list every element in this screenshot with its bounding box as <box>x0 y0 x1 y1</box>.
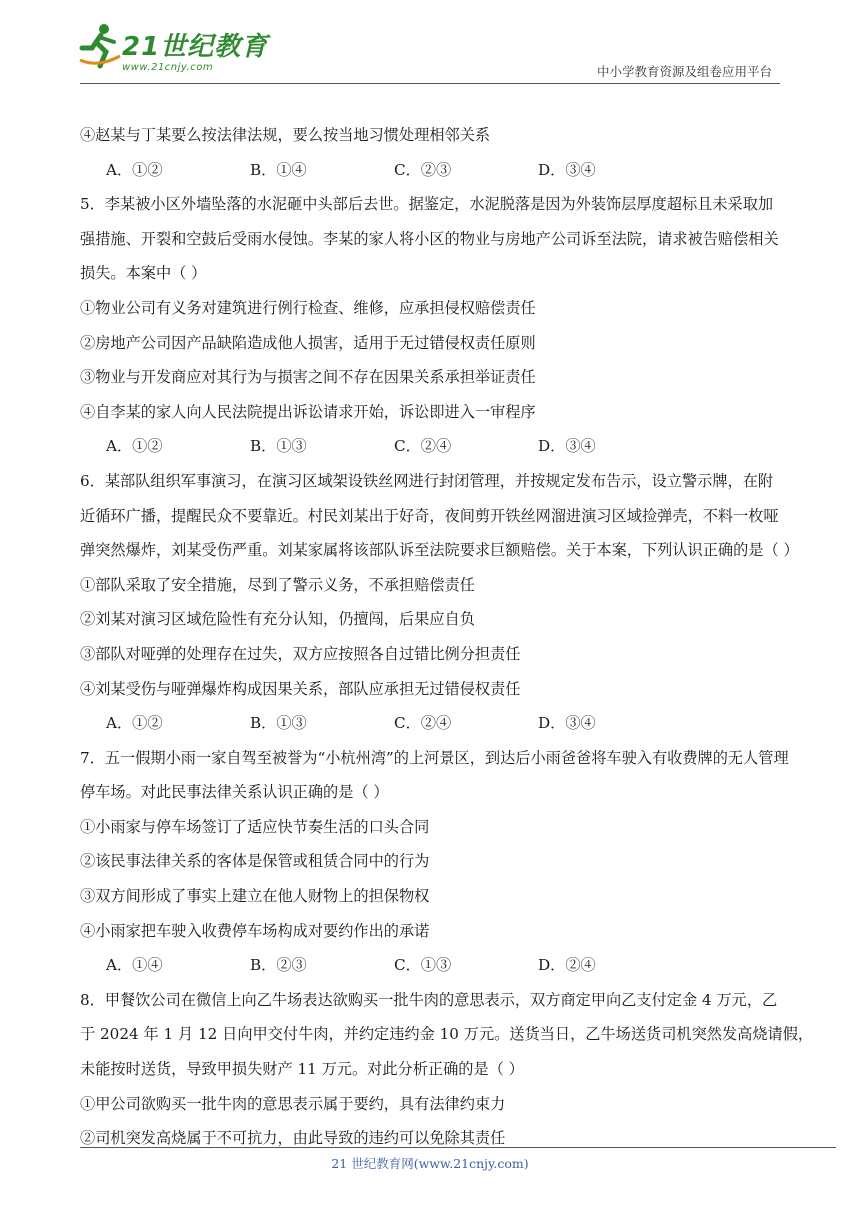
site-logo[interactable] <box>76 22 276 82</box>
answer-options <box>80 153 780 188</box>
text-line: 于 2024 年 1 月 12 日向甲交付牛肉，并约定违约金 10 万元。送货当日，乙牛场送货司机突然发高烧请假， <box>80 1025 814 1044</box>
text-line: ①甲公司欲购买一批牛肉的意思表示属于要约，具有法律约束力 <box>80 1094 506 1113</box>
answer-options <box>80 706 780 741</box>
page-header <box>0 0 860 92</box>
text-line: ①部队采取了安全措施，尽到了警示义务，不承担赔偿责任 <box>80 575 475 594</box>
answer-option: B．①③ <box>250 714 307 733</box>
text-line: ④小雨家把车驶入收费停车场构成对要约作出的承诺 <box>80 921 430 940</box>
logo-name: 21世纪教育 <box>122 32 269 62</box>
platform-name: 中小学教育资源及组卷应用平台 <box>596 64 772 79</box>
answer-option: A．①② <box>106 714 163 733</box>
text-line: ④自李某的家人向人民法院提出诉讼请求开始，诉讼即进入一审程序 <box>80 402 536 421</box>
text-line: ③双方间形成了事实上建立在他人财物上的担保物权 <box>80 887 430 906</box>
text-line: ③部队对哑弹的处理存在过失，双方应按照各自过错比例分担责任 <box>80 644 521 663</box>
footer-link[interactable]: 21 世纪教育网(www.21cnjy.com) <box>331 1156 529 1171</box>
answer-option: C．②③ <box>394 160 452 179</box>
text-line: 弹突然爆炸，刘某受伤严重。刘某家属将该部队诉至法院要求巨额赔偿。关于本案，下列认识正确的是（ ） <box>80 541 799 560</box>
text-line: ①物业公司有义务对建筑进行例行检查、维修，应承担侵权赔偿责任 <box>80 298 536 317</box>
text-line: 停车场。对此民事法律关系认识正确的是（ ） <box>80 783 389 802</box>
text-line: ②房地产公司因产品缺陷造成他人损害，适用于无过错侵权责任原则 <box>80 333 536 352</box>
header-divider <box>80 83 780 84</box>
question-content <box>80 118 814 1156</box>
logo-url: www.21cnjy.com <box>122 62 214 73</box>
answer-option: A．①④ <box>106 956 163 975</box>
text-line: ②该民事法律关系的客体是保管或租赁合同中的行为 <box>80 852 430 871</box>
text-line: 8．甲餐饮公司在微信上向乙牛场表达欲购买一批牛肉的意思表示，双方商定甲向乙支付定金 4 万元，乙 <box>80 990 778 1009</box>
text-line: ③物业与开发商应对其行为与损害之间不存在因果关系承担举证责任 <box>80 368 536 387</box>
answer-option: C．①③ <box>394 956 452 975</box>
answer-option: B．①③ <box>250 437 307 456</box>
answer-option: B．②③ <box>250 956 307 975</box>
text-line: 损失。本案中（ ） <box>80 264 207 283</box>
answer-option: A．①② <box>106 160 163 179</box>
answer-option: D．③④ <box>538 437 596 456</box>
text-line: ②司机突发高烧属于不可抗力，由此导致的违约可以免除其责任 <box>80 1129 506 1148</box>
answer-option: C．②④ <box>394 714 452 733</box>
text-line: 强措施、开裂和空鼓后受雨水侵蚀。李某的家人将小区的物业与房地产公司诉至法院，请求被告赔偿相关 <box>80 229 779 248</box>
footer-divider <box>80 1147 836 1148</box>
answer-option: D．③④ <box>538 160 596 179</box>
runner-logo-icon <box>76 22 122 70</box>
text-line: 5．李某被小区外墙坠落的水泥砸中头部后去世。据鉴定，水泥脱落是因为外装饰层厚度超标且未采取加 <box>80 195 774 214</box>
text-line: 7．五一假期小雨一家自驾至被誉为“小杭州湾”的上河景区，到达后小雨爸爸将车驶入有收费牌的无人管理 <box>80 748 789 767</box>
answer-option: B．①④ <box>250 160 307 179</box>
text-line: ②刘某对演习区域危险性有充分认知，仍擅闯，后果应自负 <box>80 610 475 629</box>
answer-options <box>80 948 780 983</box>
answer-option: D．②④ <box>538 956 596 975</box>
answer-option: A．①② <box>106 437 163 456</box>
answer-options <box>80 429 780 464</box>
text-line: ④赵某与丁某要么按法律法规，要么按当地习惯处理相邻关系 <box>80 126 491 144</box>
text-line: ①小雨家与停车场签订了适应快节奏生活的口头合同 <box>80 817 430 836</box>
text-line: ④刘某受伤与哑弹爆炸构成因果关系，部队应承担无过错侵权责任 <box>80 679 521 698</box>
text-line: 6．某部队组织军事演习，在演习区域架设铁丝网进行封闭管理，并按规定发布告示，设立警示牌，在附 <box>80 471 774 490</box>
text-line: 未能按时送货，导致甲损失财产 11 万元。对此分析正确的是（ ） <box>80 1060 524 1079</box>
answer-option: D．③④ <box>538 714 596 733</box>
answer-option: C．②④ <box>394 437 452 456</box>
text-line: 近循环广播，提醒民众不要靠近。村民刘某出于好奇，夜间剪开铁丝网溜进演习区域捡弹壳，不料一枚哑 <box>80 506 779 525</box>
